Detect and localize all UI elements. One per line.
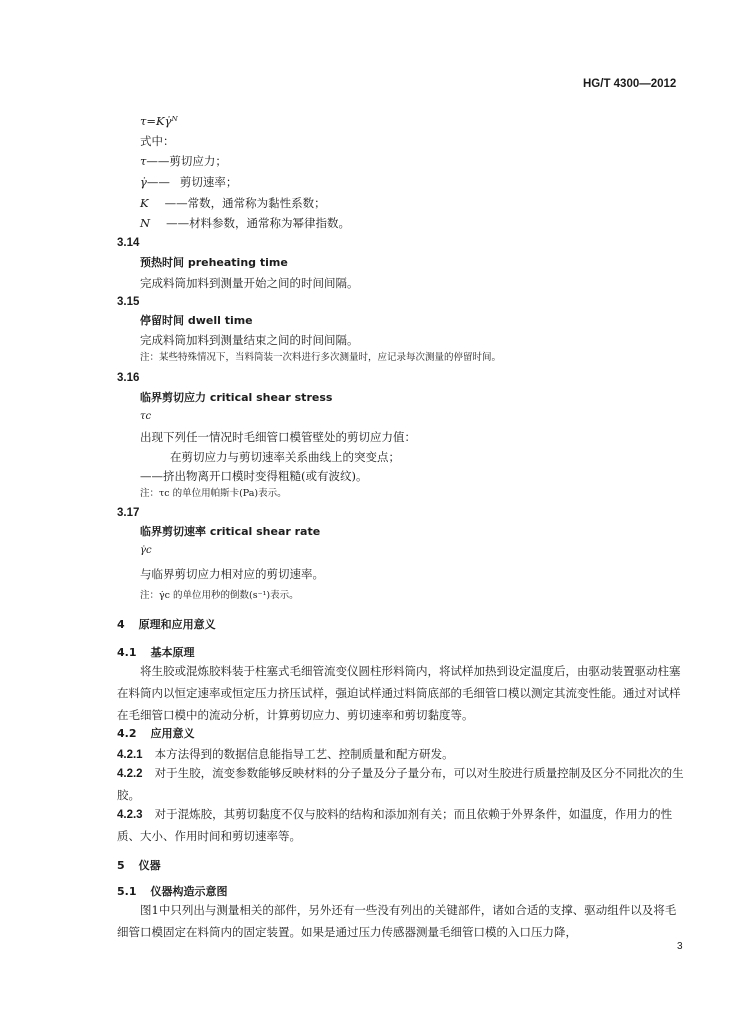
term-number-3-17: 3.17 <box>117 507 140 519</box>
section-5-heading: 5 仪器 <box>117 859 161 872</box>
section-4-heading: 4 原理和应用意义 <box>117 618 216 631</box>
section-4-1-text: 将生胶或混炼胶料装于柱塞式毛细管流变仪圆柱形料筒内，将试样加热到设定温度后，由驱动装置驱动柱塞在料筒内以恒定速率或恒定压力挤压试样，强迫试样通过料筒底部的毛细管口模以测定其流变性能。通过对试样在毛细管口模中的流动分析，计算剪切应力、剪切速率和剪切黏度等。 <box>117 664 681 722</box>
term-item-critical-stress-1: 在剪切应力与剪切速率关系曲线上的突变点； <box>170 450 400 464</box>
section-4-2-heading: 4.2 应用意义 <box>117 727 195 740</box>
term-note-critical-stress: 注：τc 的单位用帕斯卡(Pa)表示。 <box>140 488 287 499</box>
page-number: 3 <box>677 941 683 952</box>
term-number-3-16: 3.16 <box>117 372 140 384</box>
term-symbol-tau-c: τc <box>140 411 152 422</box>
standard-number: HG/T 4300—2012 <box>583 78 677 90</box>
section-5-1-heading: 5.1 仪器构造示意图 <box>117 885 228 898</box>
term-title-preheating: 预热时间 preheating time <box>140 256 288 269</box>
term-item-critical-stress-2: ——挤出物离开口模时变得粗糙(或有波纹)。 <box>140 469 368 483</box>
term-title-critical-stress: 临界剪切应力 critical shear stress <box>140 391 333 404</box>
term-def-critical-rate: 与临界剪切应力相对应的剪切速率。 <box>140 567 324 581</box>
clause-4-2-3: 4.2.3 对于混炼胶，其剪切黏度不仅与胶料的结构和添加剂有关；而且依赖于外界条件，如温度，作用力的性质、大小、作用时间和剪切速率等。 <box>117 807 673 843</box>
formula-where: 式中： <box>140 134 175 148</box>
term-title-critical-rate: 临界剪切速率 critical shear rate <box>140 525 321 538</box>
formula-var-gamma: γ̇—— 剪切速率； <box>140 175 238 189</box>
term-number-3-15: 3.15 <box>117 296 140 308</box>
formula-var-n: N ——材料参数，通常称为幂律指数。 <box>140 216 351 230</box>
term-note-dwell: 注：某些特殊情况下，当料筒装一次料进行多次测量时，应记录每次测量的停留时间。 <box>140 352 502 363</box>
clause-4-2-2: 4.2.2 对于生胶，流变参数能够反映材料的分子量及分子量分布，可以对生胶进行质量控制及区分不同批次的生胶。 <box>117 766 684 802</box>
formula-var-tau: τ——剪切应力； <box>140 154 227 168</box>
section-4-1-heading: 4.1 基本原理 <box>117 646 195 659</box>
term-def-preheating: 完成料筒加料到测量开始之间的时间间隔。 <box>140 276 359 290</box>
formula-equation: τ=Kγ̇ᴺ <box>140 114 178 128</box>
section-5-1-text: 图1中只列出与测量相关的部件，另外还有一些没有列出的关键部件，诸如合适的支撑、驱动组件以及将毛细管口模固定在料筒内的固定装置。如果是通过压力传感器测量毛细管口模的入口压力降， <box>117 903 677 939</box>
term-number-3-14: 3.14 <box>117 237 140 249</box>
term-def-dwell: 完成料筒加料到测量结束之间的时间间隔。 <box>140 333 359 347</box>
formula-var-k: K ——常数，通常称为黏性系数； <box>140 196 326 210</box>
term-note-critical-rate: 注：γ̇c 的单位用秒的倒数(s⁻¹)表示。 <box>140 590 299 601</box>
clause-4-2-1: 4.2.1 本方法得到的数据信息能指导工艺、控制质量和配方研发。 <box>117 747 454 761</box>
term-def-critical-stress: 出现下列任一情况时毛细管口模管壁处的剪切应力值： <box>140 430 416 444</box>
term-symbol-gamma-c: γ̇c <box>140 545 152 556</box>
term-title-dwell: 停留时间 dwell time <box>140 314 253 327</box>
